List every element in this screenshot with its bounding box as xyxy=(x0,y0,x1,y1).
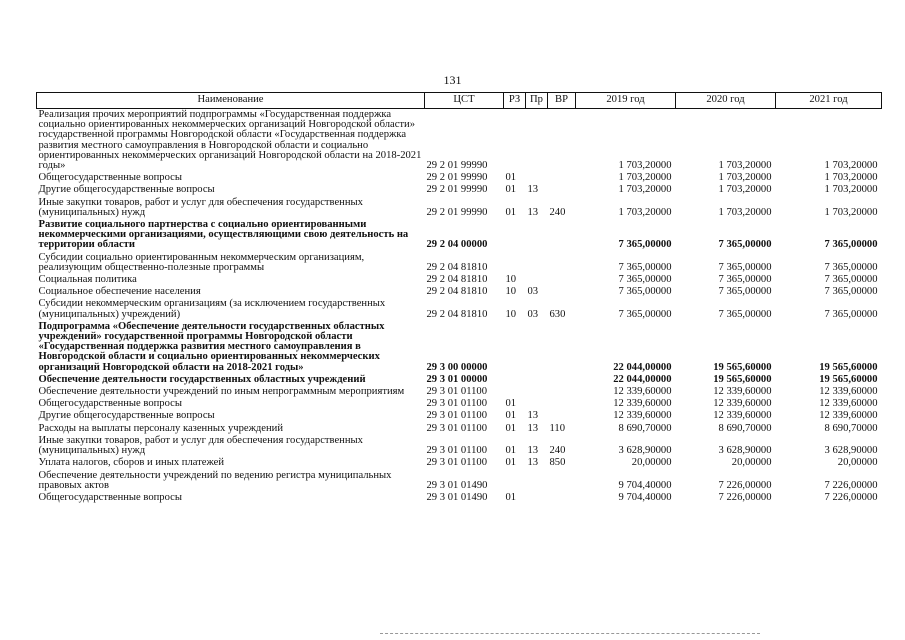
cell-2019: 7 365,00000 xyxy=(618,286,672,298)
cell-vr xyxy=(548,410,576,422)
table-row xyxy=(37,492,882,504)
cell-vr: 630 xyxy=(549,308,566,320)
cell-2021: 7 226,00000 xyxy=(824,479,878,491)
cell-name: Расходы на выплаты персоналу казенных учреждений xyxy=(38,422,283,434)
cell-rz xyxy=(504,374,526,386)
cell-2020: 3 628,90000 xyxy=(718,445,772,457)
table-row xyxy=(37,321,882,374)
table-row xyxy=(37,423,882,435)
cell-2021: 19 565,60000 xyxy=(819,373,878,385)
cell-pr xyxy=(526,252,548,274)
cell-2019: 12 339,60000 xyxy=(613,410,672,422)
table-row xyxy=(37,172,882,184)
cell-2021: 7 365,00000 xyxy=(824,261,878,273)
cell-name: Иные закупки товаров, работ и услуг для обеспечения государственных (муниципальных) нужд xyxy=(38,196,363,218)
cell-name: Другие общегосударственные вопросы xyxy=(38,184,215,196)
cell-2021: 20,00000 xyxy=(837,457,878,469)
cell-name: Обеспечение деятельности государственных областных учреждений xyxy=(38,373,366,385)
table-header-row xyxy=(37,93,882,109)
cell-2020: 20,00000 xyxy=(731,457,772,469)
table-body xyxy=(37,109,882,505)
cell-vr: 240 xyxy=(549,206,566,218)
cell-rz: 01 xyxy=(505,172,517,184)
cell-2020: 1 703,20000 xyxy=(718,206,772,218)
budget-table xyxy=(36,92,882,504)
cell-vr: 850 xyxy=(549,457,566,469)
cell-2020: 7 365,00000 xyxy=(718,239,772,251)
cell-name: Обеспечение деятельности учреждений по иным непрограммным мероприятиям xyxy=(38,386,405,398)
cell-name: Обеспечение деятельности учреждений по ведению регистра муниципальных правовых актов xyxy=(38,469,392,491)
cell-2019: 9 704,40000 xyxy=(618,479,672,491)
cell-2021: 8 690,70000 xyxy=(824,422,878,434)
cell-pr: 03 xyxy=(527,308,539,320)
cell-pr: 13 xyxy=(527,445,539,457)
cell-cst: 29 2 04 00000 xyxy=(426,239,488,251)
cell-2020: 12 339,60000 xyxy=(713,386,772,398)
cell-pr: 13 xyxy=(527,410,539,422)
cell-2020: 19 565,60000 xyxy=(713,361,772,373)
cell-2020: 7 365,00000 xyxy=(718,286,772,298)
cell-rz: 10 xyxy=(505,308,517,320)
cell-pr xyxy=(526,470,548,492)
cell-name: Общегосударственные вопросы xyxy=(38,491,182,503)
cell-vr: 240 xyxy=(549,445,566,457)
cell-name: Развитие социального партнерства с социально ориентированными некоммерческими организациями, осуществляющими свою деятельность на территории области xyxy=(38,219,409,251)
cell-2019: 7 365,00000 xyxy=(618,308,672,320)
cell-cst: 29 3 01 01100 xyxy=(426,398,488,410)
cell-cst: 29 3 01 01100 xyxy=(426,457,488,469)
cell-2020: 19 565,60000 xyxy=(713,373,772,385)
cell-pr xyxy=(526,386,548,398)
cell-cst: 29 2 01 99990 xyxy=(426,206,488,218)
cell-2021: 12 339,60000 xyxy=(819,410,878,422)
cell-2019: 1 703,20000 xyxy=(618,206,672,218)
table-row xyxy=(37,386,882,398)
cell-2019: 7 365,00000 xyxy=(618,274,672,286)
cell-2019: 22 044,00000 xyxy=(613,373,672,385)
cell-2021: 7 365,00000 xyxy=(824,286,878,298)
cell-rz: 01 xyxy=(505,422,517,434)
cell-vr xyxy=(548,274,576,286)
cell-2020: 1 703,20000 xyxy=(718,160,772,172)
cell-2020: 1 703,20000 xyxy=(718,184,772,196)
cell-2021: 1 703,20000 xyxy=(824,184,878,196)
cell-2021: 1 703,20000 xyxy=(824,206,878,218)
page-number: 131 xyxy=(443,73,462,87)
header-2019: 2019 год xyxy=(576,93,676,109)
cell-vr xyxy=(548,219,576,252)
cell-name: Реализация прочих мероприятий подпрограммы «Государственная поддержка социально ориентированных некоммерческих организаций Новгородской области» государственной программы Новгородской области «Государственная поддержка развития местного самоуправления в Новгородской области и социально ориентированных некоммерческих организаций Новгородской области на 2018-2021 годы» xyxy=(38,109,422,172)
cell-2021: 7 365,00000 xyxy=(824,308,878,320)
cell-2021: 7 365,00000 xyxy=(824,239,878,251)
cell-rz: 01 xyxy=(505,206,517,218)
cell-2021: 19 565,60000 xyxy=(819,361,878,373)
table-row xyxy=(37,410,882,422)
cell-cst: 29 3 01 01100 xyxy=(426,410,488,422)
cell-2019: 7 365,00000 xyxy=(618,261,672,273)
cell-2019: 20,00000 xyxy=(631,457,672,469)
cell-vr: 110 xyxy=(549,422,565,434)
cell-pr: 13 xyxy=(527,184,539,196)
cell-2019: 7 365,00000 xyxy=(618,239,672,251)
cell-cst: 29 3 01 01100 xyxy=(426,422,488,434)
header-rz: РЗ xyxy=(504,93,526,109)
cell-2020: 7 226,00000 xyxy=(718,491,772,503)
cell-pr xyxy=(526,492,548,504)
cell-rz: 01 xyxy=(505,184,517,196)
cell-rz xyxy=(504,321,526,374)
table-row xyxy=(37,298,882,320)
cell-name: Другие общегосударственные вопросы xyxy=(38,410,215,422)
cell-rz: 10 xyxy=(505,286,517,298)
cell-pr xyxy=(526,274,548,286)
cell-vr xyxy=(548,172,576,184)
cell-2021: 1 703,20000 xyxy=(824,172,878,184)
table-row xyxy=(37,435,882,457)
header-2020: 2020 год xyxy=(676,93,776,109)
cell-pr xyxy=(526,172,548,184)
cell-2021: 12 339,60000 xyxy=(819,398,878,410)
cell-pr: 13 xyxy=(527,206,539,218)
cell-cst: 29 2 04 81810 xyxy=(426,286,488,298)
cell-vr xyxy=(548,321,576,374)
cell-2021: 1 703,20000 xyxy=(824,160,878,172)
cell-2019: 3 628,90000 xyxy=(618,445,672,457)
cell-vr xyxy=(548,286,576,298)
table-row xyxy=(37,374,882,386)
cell-2019: 1 703,20000 xyxy=(618,184,672,196)
cell-2021: 12 339,60000 xyxy=(819,386,878,398)
table-row xyxy=(37,274,882,286)
cell-2019: 9 704,40000 xyxy=(618,491,672,503)
cell-rz: 01 xyxy=(505,491,517,503)
cell-rz xyxy=(504,219,526,252)
cell-name: Подпрограмма «Обеспечение деятельности государственных областных учреждений» государственной программы Новгородской области «Государственная поддержка развития местного самоуправления в Новгородской области и социально ориентированных некоммерческих организаций Новгородской области на 2018-2021 годы» xyxy=(38,320,385,373)
cell-vr xyxy=(548,109,576,173)
cell-2021: 3 628,90000 xyxy=(824,445,878,457)
cell-2020: 7 226,00000 xyxy=(718,479,772,491)
cell-rz xyxy=(504,386,526,398)
cell-rz xyxy=(504,109,526,173)
cell-2020: 7 365,00000 xyxy=(718,308,772,320)
cell-rz: 01 xyxy=(505,445,517,457)
cell-cst: 29 2 04 81810 xyxy=(426,274,488,286)
cell-rz xyxy=(504,470,526,492)
cell-name: Общегосударственные вопросы xyxy=(38,398,182,410)
cell-cst: 29 2 01 99990 xyxy=(426,160,488,172)
header-vr: ВР xyxy=(548,93,576,109)
cell-pr: 13 xyxy=(527,422,539,434)
cell-2019: 1 703,20000 xyxy=(618,172,672,184)
cell-2019: 22 044,00000 xyxy=(613,361,672,373)
cell-cst: 29 2 04 81810 xyxy=(426,261,488,273)
cell-2020: 7 365,00000 xyxy=(718,261,772,273)
cell-cst: 29 2 01 99990 xyxy=(426,172,488,184)
page-edge-artifact xyxy=(380,633,760,637)
table-row xyxy=(37,252,882,274)
header-cst: ЦСТ xyxy=(425,93,504,109)
cell-name: Иные закупки товаров, работ и услуг для обеспечения государственных (муниципальных) нужд xyxy=(38,434,363,457)
table-row xyxy=(37,219,882,252)
cell-cst: 29 3 01 00000 xyxy=(426,373,488,385)
cell-rz: 01 xyxy=(505,410,517,422)
cell-rz: 10 xyxy=(505,274,517,286)
cell-2020: 12 339,60000 xyxy=(713,410,772,422)
cell-2020: 1 703,20000 xyxy=(718,172,772,184)
cell-name: Социальное обеспечение населения xyxy=(38,286,201,298)
cell-pr: 03 xyxy=(527,286,539,298)
header-2021: 2021 год xyxy=(776,93,882,109)
cell-cst: 29 2 01 99990 xyxy=(426,184,488,196)
cell-pr xyxy=(526,219,548,252)
cell-vr xyxy=(548,470,576,492)
cell-vr xyxy=(548,398,576,410)
cell-pr xyxy=(526,321,548,374)
cell-2020: 8 690,70000 xyxy=(718,422,772,434)
table-row xyxy=(37,286,882,298)
cell-rz: 01 xyxy=(505,457,517,469)
cell-cst: 29 3 01 01100 xyxy=(426,445,488,457)
cell-name: Субсидии социально ориентированным некоммерческим организациям, реализующим общественно-полезные программы xyxy=(38,251,365,273)
table-row xyxy=(37,398,882,410)
cell-vr xyxy=(548,386,576,398)
cell-pr xyxy=(526,374,548,386)
cell-cst: 29 3 01 01490 xyxy=(426,479,488,491)
cell-cst: 29 3 00 00000 xyxy=(426,361,488,373)
cell-name: Субсидии некоммерческим организациям (за исключением государственных (муниципальных) учреждений) xyxy=(38,298,386,320)
cell-cst: 29 3 01 01490 xyxy=(426,491,488,503)
table-row xyxy=(37,184,882,196)
cell-rz xyxy=(504,252,526,274)
cell-2020: 7 365,00000 xyxy=(718,274,772,286)
table-row xyxy=(37,457,882,469)
cell-pr: 13 xyxy=(527,457,539,469)
cell-rz: 01 xyxy=(505,398,517,410)
cell-2019: 1 703,20000 xyxy=(618,160,672,172)
cell-2020: 12 339,60000 xyxy=(713,398,772,410)
cell-pr xyxy=(526,398,548,410)
cell-cst: 29 2 04 81810 xyxy=(426,308,488,320)
cell-vr xyxy=(548,184,576,196)
cell-2019: 8 690,70000 xyxy=(618,422,672,434)
header-pr: Пр xyxy=(526,93,548,109)
cell-2021: 7 365,00000 xyxy=(824,274,878,286)
table-row xyxy=(37,470,882,492)
table-row xyxy=(37,197,882,219)
table-row xyxy=(37,109,882,173)
cell-vr xyxy=(548,252,576,274)
cell-pr xyxy=(526,109,548,173)
cell-vr xyxy=(548,492,576,504)
cell-vr xyxy=(548,374,576,386)
cell-cst: 29 3 01 01100 xyxy=(426,386,488,398)
header-name: Наименование xyxy=(37,93,425,109)
cell-2021: 7 226,00000 xyxy=(824,491,878,503)
cell-name: Уплата налогов, сборов и иных платежей xyxy=(38,457,225,469)
cell-2019: 12 339,60000 xyxy=(613,386,672,398)
cell-2019: 12 339,60000 xyxy=(613,398,672,410)
cell-name: Социальная политика xyxy=(38,274,137,286)
cell-name: Общегосударственные вопросы xyxy=(38,172,182,184)
